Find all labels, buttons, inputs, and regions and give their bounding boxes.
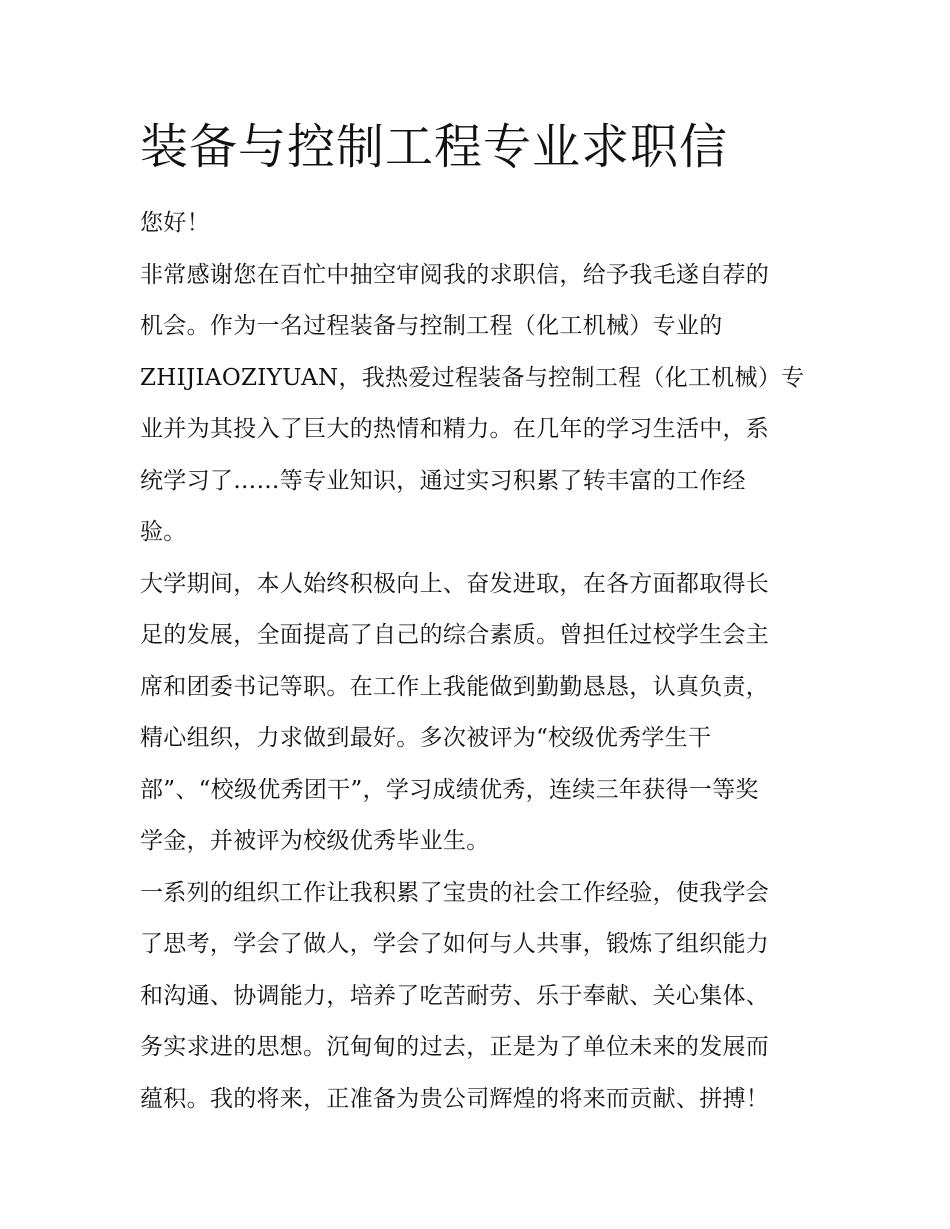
body-line: 精心组织，力求做到最好。多次被评为“校级优秀学生干 (140, 725, 712, 751)
body-line: 业并为其投入了巨大的热情和精力。在几年的学习生活中，系 (140, 416, 770, 442)
body-line: 一系列的组织工作让我积累了宝贵的社会工作经验，使我学会 (140, 880, 770, 906)
body-line: ZHIJIAOZIYUAN，我热爱过程装备与控制工程（化工机械）专 (140, 365, 805, 391)
body-line: 席和团委书记等职。在工作上我能做到勤勤恳恳，认真负责， (140, 674, 770, 700)
body-line: 非常感谢您在百忙中抽空审阅我的求职信，给予我毛遂自荐的 (140, 262, 770, 288)
body-line: 部”、“校级优秀团干”，学习成绩优秀，连续三年获得一等奖 (140, 777, 759, 803)
body-line: 和沟通、协调能力，培养了吃苦耐劳、乐于奉献、关心集体、 (140, 983, 770, 1009)
body-line: 机会。作为一名过程装备与控制工程（化工机械）专业的 (140, 313, 723, 339)
body-line: 学金，并被评为校级优秀毕业生。 (140, 828, 490, 854)
body-line: 验。 (140, 519, 187, 545)
body-line: 蕴积。我的将来，正准备为贵公司辉煌的将来而贡献、拼搏！ (140, 1086, 770, 1112)
body-line: 了思考，学会了做人，学会了如何与人共事，锻炼了组织能力 (140, 931, 770, 957)
body-line: 足的发展，全面提高了自己的综合素质。曾担任过校学生会主 (140, 622, 770, 648)
body-line: 务实求进的思想。沉甸甸的过去，正是为了单位未来的发展而 (140, 1034, 770, 1060)
document-title: 装备与控制工程专业求职信 (140, 119, 729, 175)
body-line: 统学习了……等专业知识，通过实习积累了转丰富的工作经 (140, 468, 746, 494)
greeting-line: 您好！ (140, 210, 210, 236)
body-line: 大学期间，本人始终积极向上、奋发进取，在各方面都取得长 (140, 571, 770, 597)
